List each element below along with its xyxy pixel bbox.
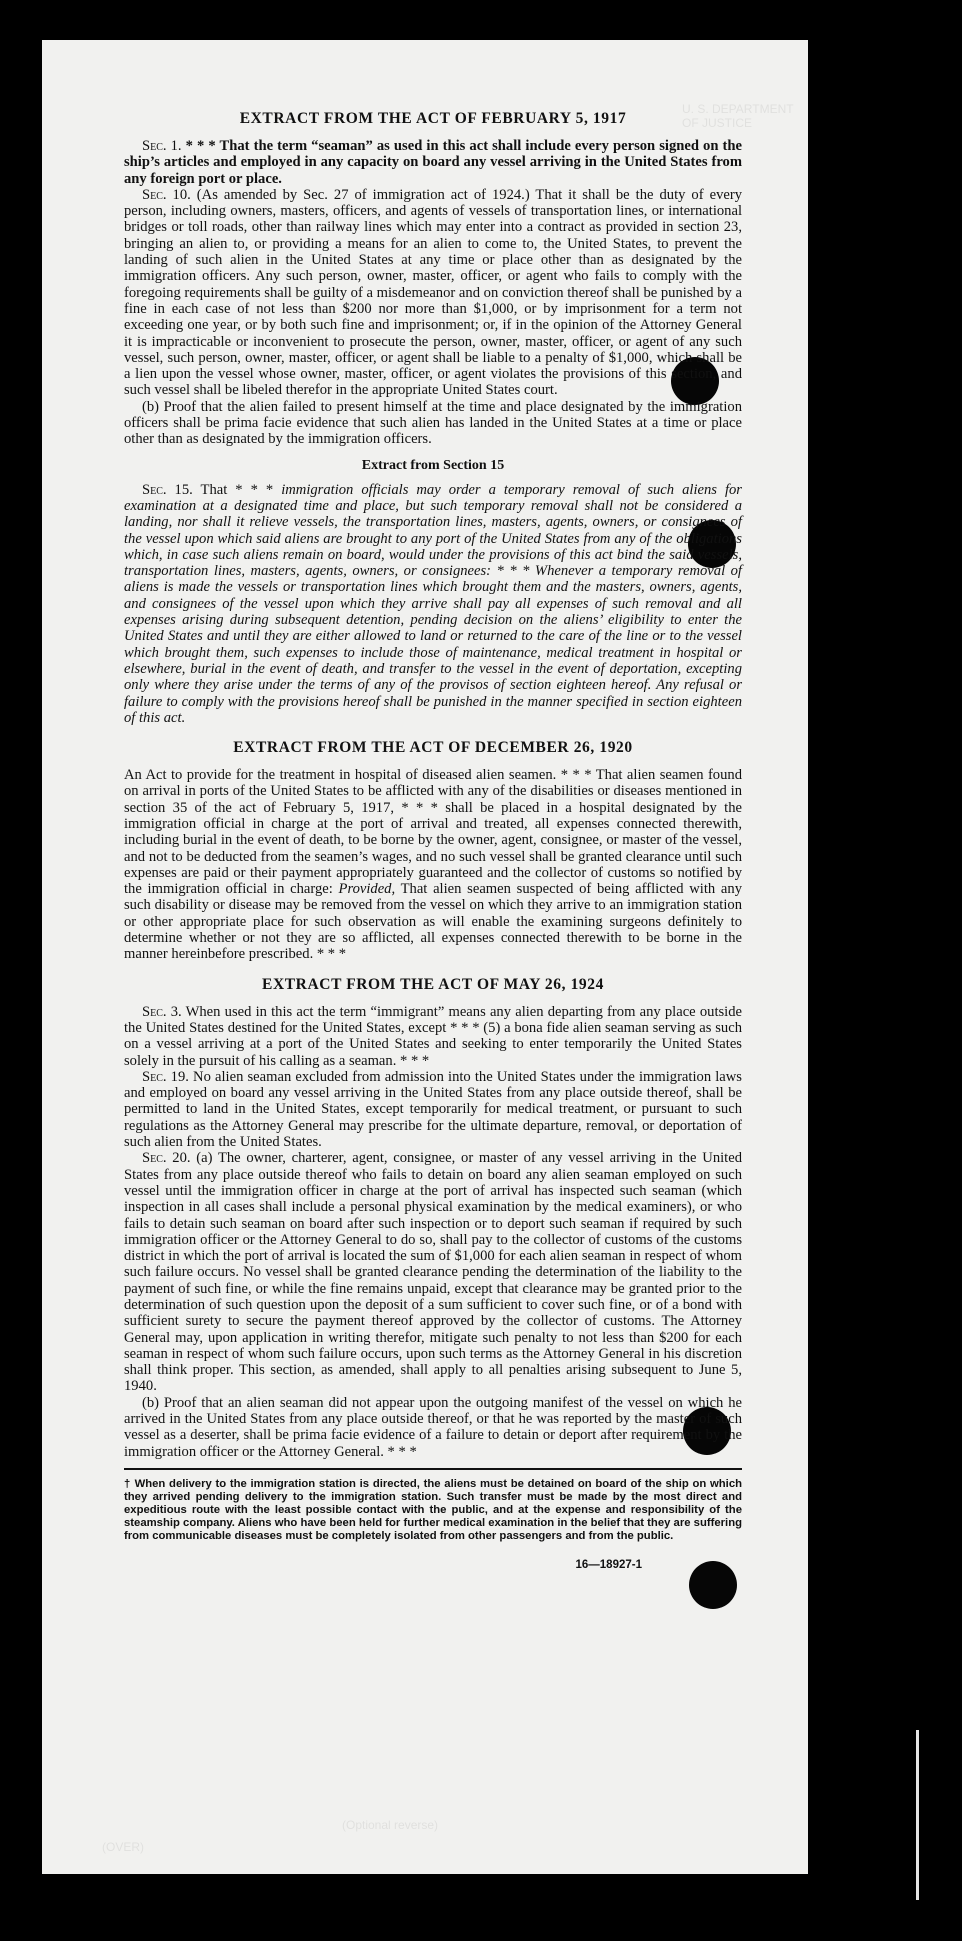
bleed-through-corner: (OVER) <box>102 1840 144 1854</box>
sec-10-para-b: (b) Proof that the alien failed to present himself at the time and place designated by the immigration officers shall be prima facie evidence that such alien has landed in the United States at a time or place other than as designated by the immigration officers. <box>124 398 742 448</box>
sec-1-text: * * * That the term “seaman” as used in this act shall include every person signed on the ship’s articles and employed in any capacity on board any vessel arriving in the United States from any foreign port or place. <box>124 138 743 187</box>
sec-10-paragraph <box>124 187 742 399</box>
bleed-through-footer: (Optional reverse) <box>342 1818 439 1832</box>
sec-3-label: Sec. 3. <box>142 1003 182 1020</box>
act-1920-text-a: An Act to provide for the treatment in hospital of diseased alien seamen. * * * That alien seamen found on arrival in ports of the United States to be afflicted with any of the disabilities or diseases mentioned in section 35 of the act of February 5, 1917, * * * shall be placed in a hospital designated by the immigration official in charge at the port of arrival and treated, all expenses connected therewith, including burial in the event of death, to be borne by the owner, agent, consignee, or master of the vessel, and not to be deducted from the seamen’s wages, and no such vessel shall be granted clearance until such expenses are paid or their payment appropriately guaranteed and the collector of customs so notified by the immigration official in charge: <box>124 767 742 898</box>
sec-20-para-b: (b) Proof that an alien seaman did not appear upon the outgoing manifest of the vessel on which he arrived in the United States from any place outside thereof, or that he was reported by the master of such vessel as a deserter, shall be prima facie evidence of a failure to detain or deport after requirement by the immigration officer or the Attorney General. * * * <box>124 1394 742 1460</box>
sec-15-paragraph <box>124 482 742 726</box>
edge-scan-mark <box>916 1730 919 1900</box>
sec-15-text: immigration officials may order a temporary removal of such aliens for examination at a designated time and place, but such temporary removal shall not be considered a landing, nor shall it relieve vessels, the transportation lines, masters, agents, owners, or consignees of the vessel upon which said aliens are brought to any port of the United States from any of the obligations which, in case such aliens remain on board, would under the provisions of this act bind the said vessels, transportation lines, masters, agents, owners, or consignees: * * * Whenever a temporary removal of aliens is made the vessels or transportation lines which brought them and the masters, owners, agents, and consignees of the vessel upon which they arrive shall pay all expenses of such removal and all expenses arising during subsequent detention, pending decision on the aliens’ eligibility to enter the United States and until they are either allowed to land or returned to the care of the line or to the vessel which brought them, such expenses to include those of maintenance, medical treatment in hospital or elsewhere, burial in the event of death, and transfer to the vessel in the event of deportation, excepting only where they arise under the terms of any of the provisos of section eighteen hereof. Any refusal or failure to comply with the provisions hereof shall be punished in the manner specified in section eighteen of this act. <box>124 481 742 726</box>
sec-15-lead: That * * * <box>192 481 282 498</box>
sec-3-paragraph <box>124 1004 742 1069</box>
act-1920-text-b: That alien seamen suspected of being afflicted with any such disability or disease may be removed from the vessel on which they arrive to an immigration station or other appropriate place for such observation as will enable the examining surgeons definitely to determine whether or not they are so afflicted, all expenses connected therewith to be borne in the manner hereinbefore prescribed. * * * <box>124 881 742 963</box>
sec-1-label: Sec. 1. <box>142 138 182 154</box>
sec-3-text: When used in this act the term “immigrant” means any alien departing from any place outside the United States destined for the United States, except * * * (5) a bona fide alien seaman serving as such on a vessel arriving at a port of the United States and seeking to enter temporarily the United States solely in the pursuit of his calling as a seaman. * * * <box>124 1003 743 1069</box>
sec-15-label: Sec. 15. <box>142 481 193 498</box>
heading-act-1920: EXTRACT FROM THE ACT OF DECEMBER 26, 1920 <box>233 739 633 757</box>
sec-19-text: No alien seaman excluded from admission into the United States under the immigration laws and employed on board any vessel arriving in the United States from any place outside thereof, shall be permitted to land in the United States, except temporarily for medical treatment, or pursuant to such regulations as the Attorney General may prescribe for the ultimate departure, removal, or deportation of such alien from the United States. <box>124 1068 742 1151</box>
act-1920-provided: Provided, <box>338 881 396 898</box>
form-code: 16—18927-1 <box>575 1558 642 1571</box>
sec-10-label: Sec. 10. <box>142 186 191 203</box>
act-1920-paragraph <box>124 767 742 963</box>
sec-20-text: (a) The owner, charterer, agent, consignee, or master of any vessel arriving in the United States from any place outside thereof who fails to detain on board any alien seaman employed on such vessel until the immigration officer in charge at the port of arrival has inspected such seaman (which inspection in all cases shall include a personal physical examination by the medical examiners), or who fails to detain such seaman on board after such inspection or to deport such seaman if required by such immigration officer or the Attorney General to do so, shall pay to the collector of customs of the customs district in which the port of arrival is located the sum of $1,000 for each alien seaman in respect of whom such failure occurs. No vessel shall be granted clearance pending the determination of the liability to the payment of such fine, or while the fine remains unpaid, except that clearance may be granted prior to the determination of such question upon the deposit of a sum sufficient to cover such fine, or of a bond with sufficient surety to secure the payment thereof approved by the collector of customs. The Attorney General may, upon application in writing therefor, mitigate such penalty to not less than $200 for each seaman in respect of whom such failure occurs, upon such terms as the Attorney General in his discretion shall think proper. This section, as amended, shall apply to all penalties arising subsequent to June 5, 1940. <box>124 1150 742 1395</box>
bleed-through-header: U. S. DEPARTMENT OF JUSTICE <box>682 102 794 130</box>
footnote: † When delivery to the immigration station is directed, the aliens must be detained on board of the ship on which they arrived pending delivery to the immigration station. Such transfer must be made by the most direct and expeditious route with the least possible contact with the public, and at the expense and responsibility of the steamship company. Aliens who have been held for further medical examination in the belief that they are suffering from communicable diseases must be completely isolated from other passengers and from the public. <box>124 1468 742 1543</box>
heading-act-1924: EXTRACT FROM THE ACT OF MAY 26, 1924 <box>262 975 604 993</box>
heading-act-1917: EXTRACT FROM THE ACT OF FEBRUARY 5, 1917 <box>239 110 627 127</box>
sec-1-paragraph <box>124 138 742 187</box>
document-body <box>124 110 742 1573</box>
heading-section-15: Extract from Section 15 <box>361 457 505 473</box>
sec-10-text: (As amended by Sec. 27 of immigration act of 1924.) That it shall be the duty of every person, including owners, masters, officers, and agents of vessels of transportation lines, or international bridges or toll roads, other than railway lines which may enter into a contract as provided in section 23, bringing an alien to, or providing a means for an alien to come to, the United States, to prevent the landing of such alien in the United States at any time or place other than as designated by the immigration officers. Any such person, owner, master, officer, or agent who fails to comply with the foregoing requirements shall be guilty of a misdemeanor and on conviction thereof shall be punished by a fine in each case of not less than $200 nor more than $1,000, or by imprisonment for a term not exceeding one year, or by both such fine and imprisonment; or, if in the opinion of the Attorney General it is impracticable or inconvenient to prosecute the person, owner, master, officer, or agent of any such vessel, such person, owner, master, officer, or agent shall be liable to a penalty of $1,000, which shall be a lien upon the vessel whose owner, master, officer, or agent violates the provisions of this section, and such vessel shall be libeled therefor in the appropriate United States court. <box>124 186 743 399</box>
sec-19-label: Sec. 19. <box>142 1068 189 1085</box>
sec-20-label: Sec. 20. <box>142 1150 191 1167</box>
sec-20-paragraph <box>124 1150 742 1394</box>
sec-19-paragraph <box>124 1069 742 1150</box>
